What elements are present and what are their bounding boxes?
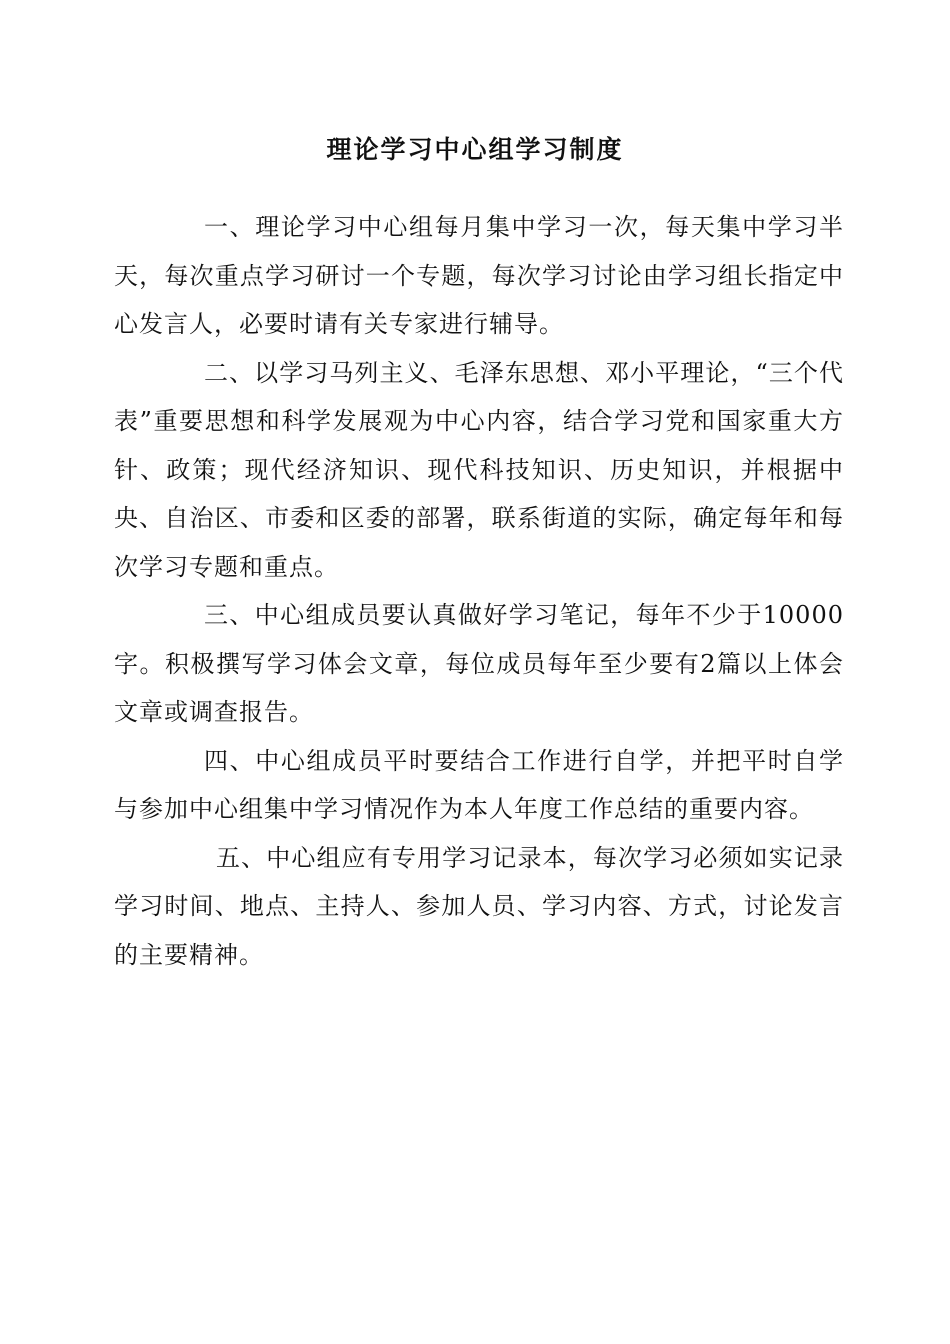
document-title: 理论学习中心组学习制度 — [326, 135, 624, 164]
paragraph-1: 一、理论学习中心组每月集中学习一次，每天集中学习半天，每次重点学习研讨一个专题，每次学习讨论由学习组长指定中心发言人，必要时请有关专家进行辅导。 — [114, 213, 844, 338]
paragraph-3: 三、中心组成员要认真做好学习笔记，每年不少于10000字。积极撰写学习体会文章，每位成员每年至少要有2篇以上体会文章或调查报告。 — [114, 601, 844, 726]
paragraph-5: 五、中心组应有专用学习记录本，每次学习必须如实记录学习时间、地点、主持人、参加人员、学习内容、方式，讨论发言的主要精神。 — [114, 843, 844, 969]
paragraph-4: 四、中心组成员平时要结合工作进行自学，并把平时自学与参加中心组集中学习情况作为本人年度工作总结的重要内容。 — [114, 746, 844, 823]
document-body — [114, 203, 844, 979]
paragraph-2: 二、以学习马列主义、毛泽东思想、邓小平理论，“三个代表”重要思想和科学发展观为中心内容，结合学习党和国家重大方针、政策；现代经济知识、现代科技知识、历史知识，并根据中央、自治区、市委和区委的部署，联系街道的实际，确定每年和每次学习专题和重点。 — [114, 358, 844, 581]
